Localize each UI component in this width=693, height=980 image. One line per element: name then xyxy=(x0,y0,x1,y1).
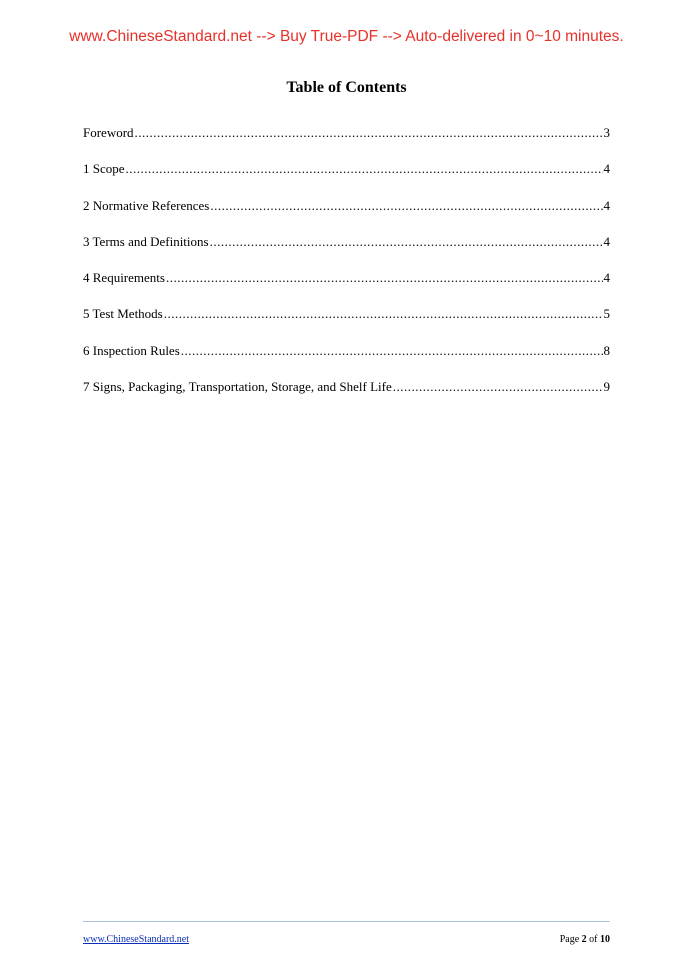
toc-entry-label: 1 Scope xyxy=(83,161,125,177)
dot-leader xyxy=(166,270,603,286)
toc-entry-page: 5 xyxy=(603,306,610,322)
toc-entry-label: 5 Test Methods xyxy=(83,306,163,322)
toc-entry-page: 4 xyxy=(603,161,610,177)
toc-entry-page: 9 xyxy=(603,379,610,395)
current-page-number: 2 xyxy=(581,934,587,945)
toc-entry-foreword[interactable] xyxy=(83,125,610,161)
toc-entry-page: 4 xyxy=(603,270,610,286)
dot-leader xyxy=(181,343,603,359)
toc-entry-page: 8 xyxy=(603,342,610,358)
toc-entry-requirements[interactable] xyxy=(83,270,610,306)
dot-leader xyxy=(126,161,603,177)
toc-entry-label: 4 Requirements xyxy=(83,270,165,286)
footer-divider xyxy=(83,921,610,922)
toc-entry-page: 4 xyxy=(603,197,610,213)
total-pages-number: 10 xyxy=(600,934,610,945)
toc-entry-terms-and-definitions[interactable] xyxy=(83,234,610,270)
toc-title: Table of Contents xyxy=(286,79,407,96)
dot-leader xyxy=(393,379,603,395)
toc-entry-label: Foreword xyxy=(83,125,134,140)
dot-leader xyxy=(210,234,603,250)
toc-entry-label: 6 Inspection Rules xyxy=(83,342,180,358)
toc-entry-normative-references[interactable] xyxy=(83,198,610,234)
toc-entry-inspection-rules[interactable] xyxy=(83,343,610,379)
toc-entry-signs-packaging[interactable] xyxy=(83,379,610,415)
promo-banner-link[interactable]: www.ChineseStandard.net --> Buy True-PDF --> Auto-delivered in 0~10 minutes. xyxy=(69,28,624,45)
toc-entry-page: 3 xyxy=(603,125,610,140)
dot-leader xyxy=(164,306,603,322)
toc-entry-scope[interactable] xyxy=(83,161,610,197)
page-word: Page xyxy=(559,934,580,945)
page-indicator xyxy=(560,934,610,945)
toc-entry-test-methods[interactable] xyxy=(83,306,610,342)
dot-leader xyxy=(210,198,602,214)
toc-entry-label: 7 Signs, Packaging, Transportation, Storage, and Shelf Life xyxy=(83,379,392,395)
dot-leader xyxy=(135,125,603,141)
table-of-contents xyxy=(83,125,610,415)
toc-entry-label: 2 Normative References xyxy=(83,197,210,213)
toc-entry-label: 3 Terms and Definitions xyxy=(83,233,209,249)
of-word: of xyxy=(589,934,598,945)
footer-website-link[interactable]: www.ChineseStandard.net xyxy=(83,934,189,945)
toc-entry-page: 4 xyxy=(603,233,610,249)
